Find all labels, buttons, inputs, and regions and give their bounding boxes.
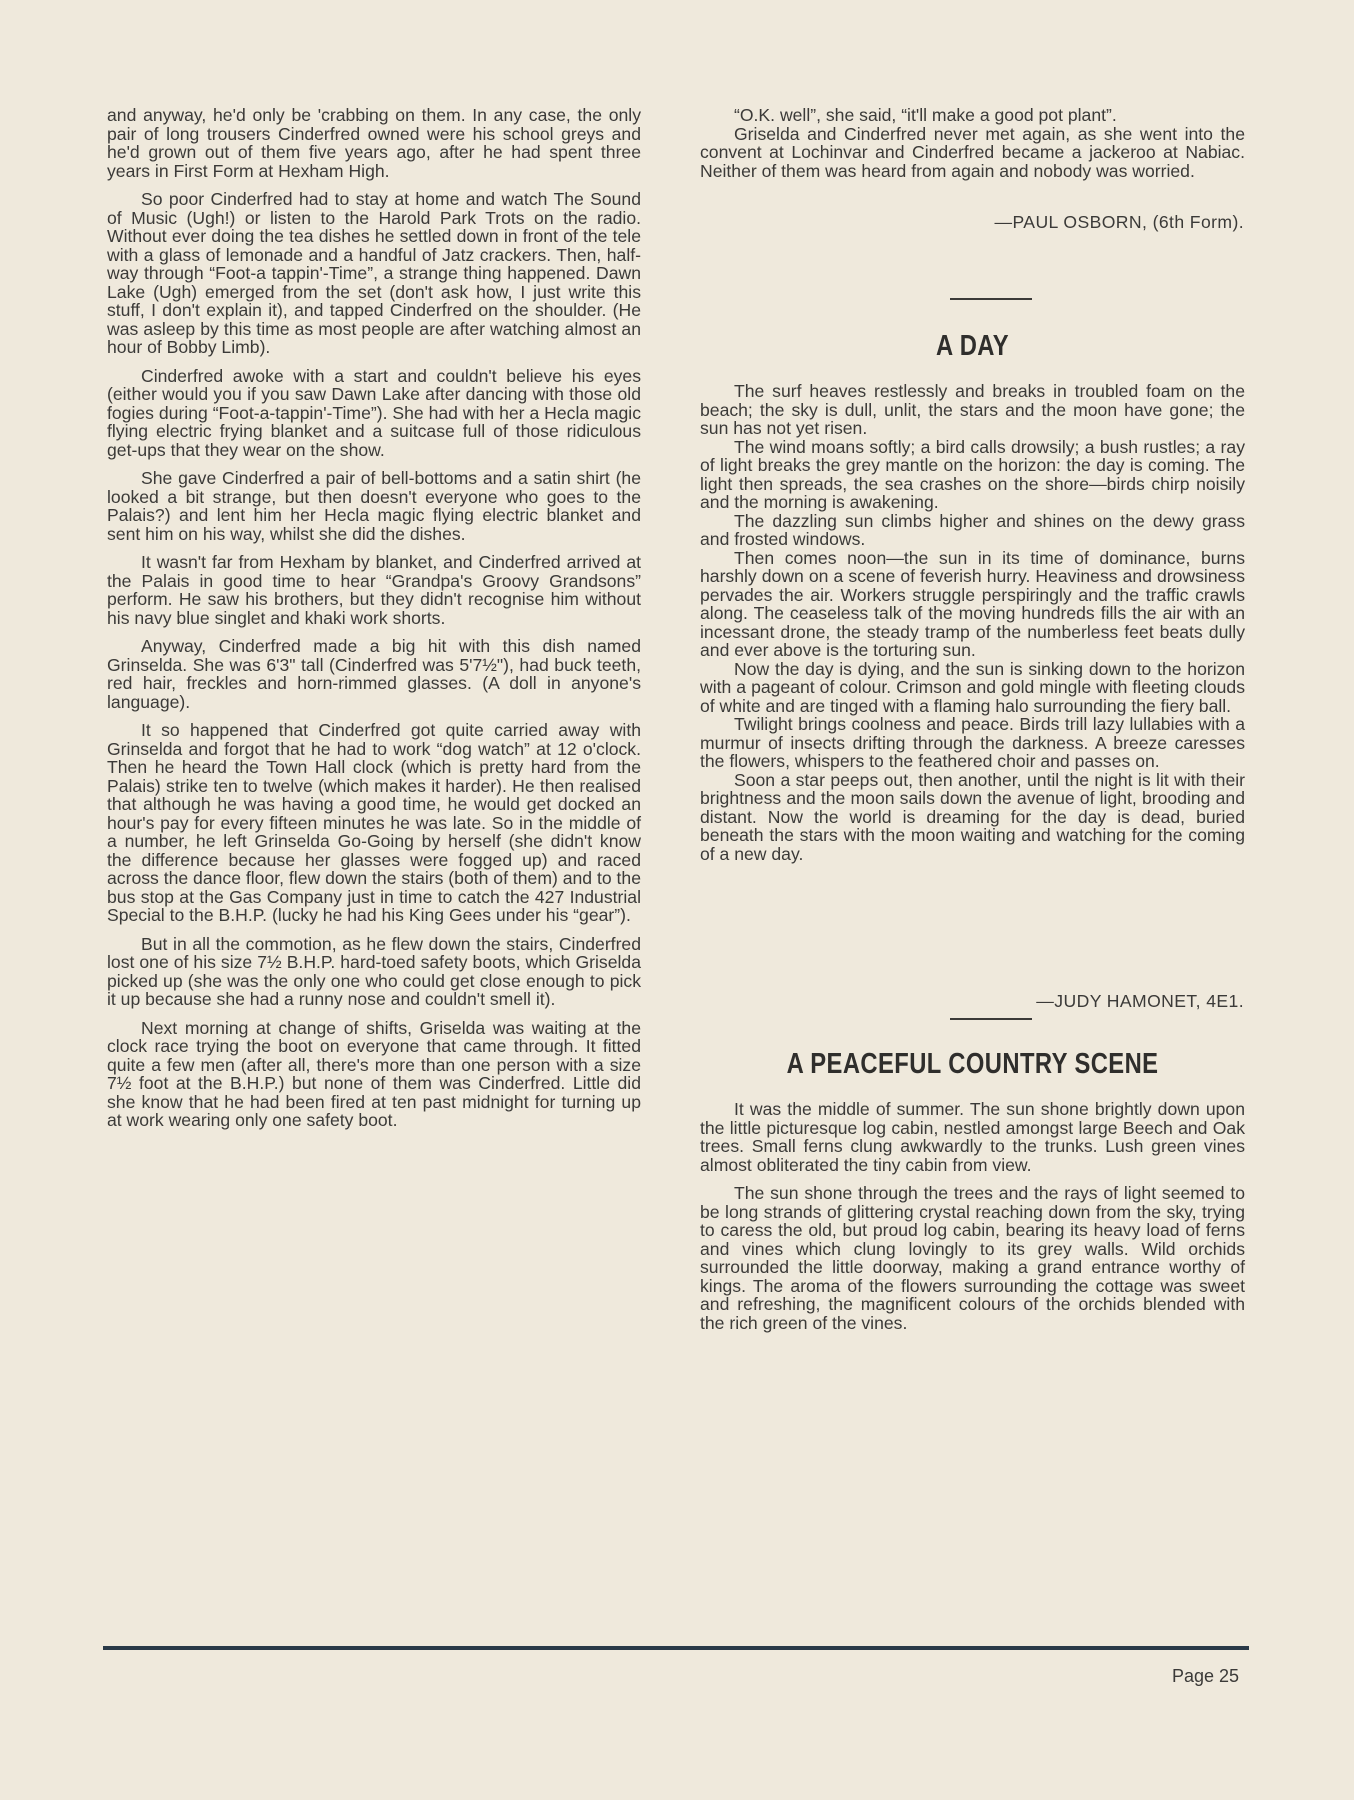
paragraph: It so happened that Cinderfred got quite carried away with Grinselda and forgot that he had to work “dog watch” at 12 o'clock. Then he heard the Town Hall clock (which is pretty hard from the Palais) strike ten to twelve (which makes it harder). He then realised that although he was having a good time, he would get docked an hour's pay for every fifteen minutes he was late. So in the middle of a number, he left Grinselda Go-Going by herself (she didn't know the difference because her glasses were fogged up) and raced across the dance floor, flew down the stairs (both of them) and to the bus stop at the Gas Company just in time to catch the 427 Industrial Special to the B.H.P. (lucky he had his King Gees under his “gear”). (107, 720, 641, 925)
page-number: Page 25 (1171, 1666, 1239, 1686)
paragraph: Cinderfred awoke with a start and couldn't believe his eyes (either would you if you saw Dawn Lake after dancing with those old fogies during “Foot-a-tappin'-Time”). She had with her a Hecla magic flying electric frying blanket and a suitcase full of those ridiculous get-ups that they wear on the show. (107, 365, 641, 460)
a-day-body (700, 382, 1245, 863)
section-title-a-day: A DAY (936, 330, 1009, 362)
paragraph: The dazzling sun climbs higher and shines on the dewy grass and frosted windows. (700, 510, 1245, 549)
section-divider (950, 298, 1032, 300)
paragraph: The surf heaves restlessly and breaks in troubled foam on the beach; the sky is dull, unlit, the stars and the moon have gone; the sun has not yet risen. (700, 381, 1245, 438)
story-ending (700, 106, 1245, 180)
author-signature: —PAUL OSBORN, (6th Form). (994, 212, 1244, 232)
section-divider (950, 1018, 1032, 1020)
paragraph: Next morning at change of shifts, Griselda was waiting at the clock race trying the boot on everyone that came through. It fitted quite a few men (after all, there's more than one person with a size 7½ foot at the B.H.P.) but none of them was Cinderfred. Little did she know that he had been fired at ten past midnight for turning up at work wearing only one safety boot. (107, 1017, 641, 1130)
section-title-country-scene: A PEACEFUL COUNTRY SCENE (786, 1048, 1159, 1080)
paragraph: She gave Cinderfred a pair of bell-bottoms and a satin shirt (he looked a bit strange, but then doesn't everyone who goes to the Palais?) and lent him her Hecla magic flying electric blanket and sent him on his way, whilst she did the dishes. (107, 468, 641, 544)
paragraph: Then comes noon—the sun in its time of dominance, burns harshly down on a scene of feverish hurry. Heaviness and drowsiness pervades the air. Workers struggle perspiringly and the traffic crawls along. The ceaseless talk of the moving hundreds fills the air with an incessant drone, the steady tramp of the numberless feet beats dully and ever above is the torturing sun. (700, 547, 1245, 660)
author-signature: —JUDY HAMONET, 4E1. (1036, 991, 1244, 1011)
left-column (107, 106, 641, 1140)
paragraph: and anyway, he'd only be 'crabbing on them. In any case, the only pair of long trousers Cinderfred owned were his school greys and he'd grown out of them five years ago, after he had spent three years in First Form at Hexham High. (107, 105, 641, 181)
paragraph: Now the day is dying, and the sun is sinking down to the horizon with a pageant of colour. Crimson and gold mingle with fleeting clouds of white and are tinged with a flaming halo surrounding the fiery ball. (700, 658, 1245, 716)
paragraph: It wasn't far from Hexham by blanket, and Cinderfred arrived at the Palais in good time to hear “Grandpa's Groovy Grandsons” perform. He saw his brothers, but they didn't recognise him without his navy blue singlet and khaki work shorts. (107, 552, 641, 628)
country-scene-body (700, 1100, 1245, 1332)
paragraph: It was the middle of summer. The sun shone brightly down upon the little picturesque log cabin, nestled amongst large Beech and Oak trees. Small ferns clung awkwardly to the trunks. Lush green vines almost obliterated the tiny cabin from view. (700, 1099, 1245, 1175)
paragraph: Twilight brings coolness and peace. Birds trill lazy lullabies with a murmur of insects drifting through the darkness. A breeze caresses the flowers, whispers to the feathered choir and passes on. (700, 714, 1245, 771)
paragraph: “O.K. well”, she said, “it'll make a good pot plant”. (734, 105, 1117, 125)
paragraph: The wind moans softly; a bird calls drowsily; a bush rustles; a ray of light breaks the grey mantle on the horizon: the day is coming. The light then spreads, the sea crashes on the shore—birds chirp noisily and the morning is awakening. (700, 436, 1245, 512)
paragraph: Anyway, Cinderfred made a big hit with this dish named Grinselda. She was 6'3" tall (Cinderfred was 5'7½"), had buck teeth, red hair, freckles and horn-rimmed glasses. (A doll in anyone's language). (107, 636, 641, 712)
paragraph: But in all the commotion, as he flew down the stairs, Cinderfred lost one of his size 7½ B.H.P. hard-toed safety boots, which Griselda picked up (she was the only one who could get close enough to pick it up because she had a runny nose and couldn't smell it). (107, 933, 641, 1009)
paragraph: Soon a star peeps out, then another, until the night is lit with their brightness and the moon sails down the avenue of light, brooding and distant. Now the world is dreaming for the day is dead, buried beneath the stars with the moon waiting and watching for the coming of a new day. (700, 769, 1245, 864)
paragraph: The sun shone through the trees and the rays of light seemed to be long strands of glittering crystal reaching down from the sky, trying to caress the old, but proud log cabin, bearing its heavy load of ferns and vines which clung lovingly to its grey walls. Wild orchids surrounded the little doorway, making a grand entrance worthy of kings. The aroma of the flowers surrounding the cottage was sweet and refreshing, the magnificent colours of the orchids blended with the rich green of the vines. (700, 1183, 1245, 1333)
paragraph: So poor Cinderfred had to stay at home and watch The Sound of Music (Ugh!) or listen to the Harold Park Trots on the radio. Without ever doing the tea dishes he settled down in front of the tele with a glass of lemonade and a handful of Jatz crackers. Then, half-way through “Foot-a tappin'-Time”, a strange thing happened. Dawn Lake (Ugh) emerged from the set (don't ask how, I just write this stuff, I don't explain it), and tapped Cinderfred on the shoulder. (He was asleep by this time as most people are after watching almost an hour of Bobby Limb). (107, 189, 641, 357)
paragraph: Griselda and Cinderfred never met again, as she went into the convent at Lochinvar and Cinderfred became a jackeroo at Nabiac. Neither of them was heard from again and nobody was worried. (700, 123, 1245, 181)
footer-rule (103, 1646, 1249, 1650)
